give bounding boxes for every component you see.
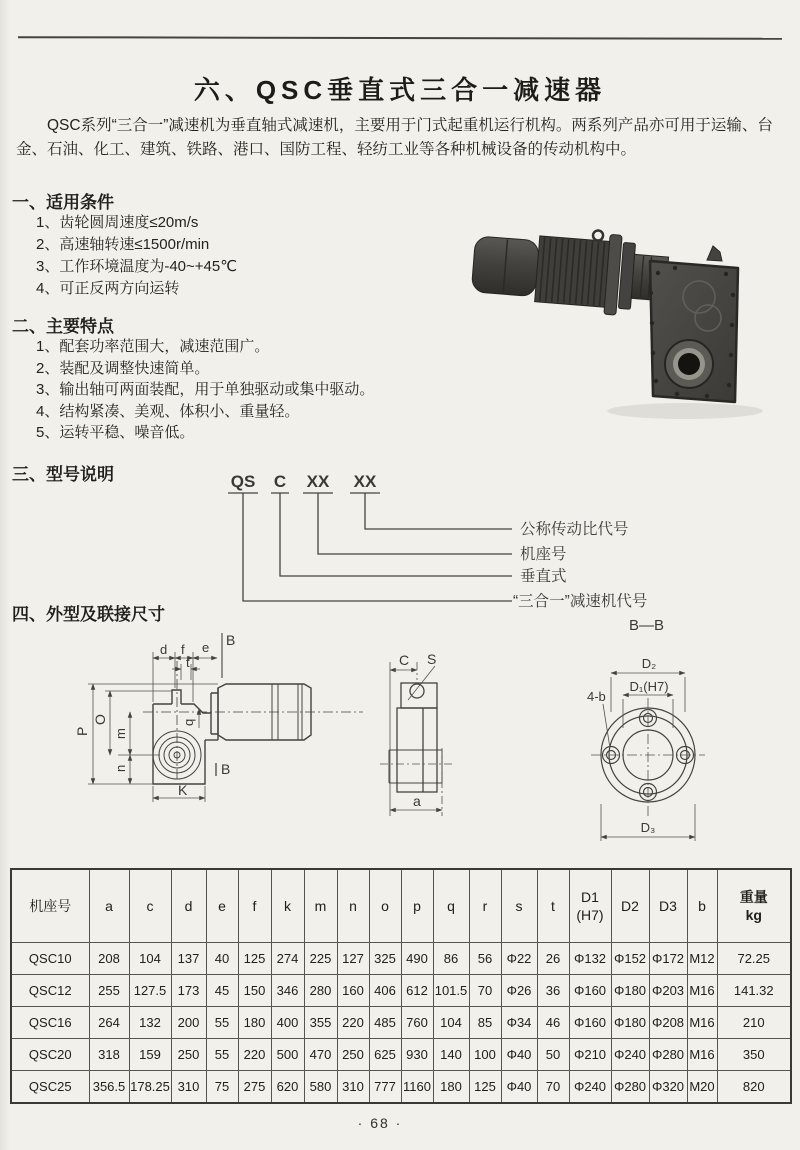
code-label: “三合一”减速机代号 <box>513 593 648 610</box>
table-cell: 777 <box>369 1071 401 1104</box>
list-item: 3、输出轴可两面装配，用于单独驱动或集中驱动。 <box>36 381 375 398</box>
section-mark-b-bottom: B <box>221 761 231 777</box>
row-header: QSC12 <box>11 975 89 1007</box>
dim-label-d1: D₁(H7) <box>629 679 669 694</box>
list-item: 4、结构紧凑、美观、体积小、重量轻。 <box>36 402 300 420</box>
dim-label-d3: D₃ <box>640 820 656 835</box>
table-cell: Φ40 <box>501 1039 537 1071</box>
dimension-lines <box>88 633 222 802</box>
column-header: s <box>501 869 537 943</box>
column-header: m <box>304 869 337 943</box>
table-cell: 490 <box>401 943 433 975</box>
table-cell: Φ132 <box>569 943 611 975</box>
dim-label-s: S <box>427 651 437 667</box>
table-cell: 760 <box>401 1007 433 1039</box>
table-cell: 612 <box>401 975 433 1007</box>
table-cell: 356.5 <box>89 1071 129 1104</box>
table-cell: 104 <box>433 1007 469 1039</box>
table-cell: 406 <box>369 975 401 1007</box>
table-cell: 210 <box>717 1007 791 1039</box>
table-cell: Φ240 <box>611 1039 649 1071</box>
table-cell: 220 <box>238 1039 271 1071</box>
table-row <box>11 975 791 1007</box>
outline-drawing-front <box>372 648 492 828</box>
table-cell: 55 <box>206 1039 238 1071</box>
table-cell: Φ180 <box>611 975 649 1007</box>
table-cell: Φ280 <box>611 1071 649 1104</box>
dim-label-4b: 4-b <box>587 689 606 704</box>
page-title: 六、QSC垂直式三合一减速器 <box>193 75 607 105</box>
table-cell: 820 <box>717 1071 791 1104</box>
table-cell: 580 <box>304 1071 337 1104</box>
dimensions-table <box>10 868 792 1104</box>
table-cell: 400 <box>271 1007 304 1039</box>
column-header: r <box>469 869 501 943</box>
table-cell: 55 <box>206 1007 238 1039</box>
table-cell: 36 <box>537 975 569 1007</box>
column-header: c <box>129 869 171 943</box>
table-cell: 470 <box>304 1039 337 1071</box>
table-row <box>11 943 791 975</box>
table-cell: 180 <box>433 1071 469 1104</box>
table-cell: 280 <box>304 975 337 1007</box>
list-item: 5、运转平稳、噪音低。 <box>36 424 195 441</box>
table-cell: 500 <box>271 1039 304 1071</box>
table-cell: 220 <box>337 1007 369 1039</box>
section-heading-dimensions: 四、外型及联接尺寸 <box>12 605 165 624</box>
table-cell: 160 <box>337 975 369 1007</box>
table-cell: 625 <box>369 1039 401 1071</box>
column-header: f <box>238 869 271 943</box>
table-cell: M16 <box>687 1039 717 1071</box>
table-cell: Φ160 <box>569 975 611 1007</box>
housing-lug <box>707 246 722 261</box>
table-cell: 101.5 <box>433 975 469 1007</box>
dim-label-n: n <box>113 764 128 772</box>
photo-shadow <box>607 403 763 419</box>
table-cell: Φ40 <box>501 1071 537 1104</box>
table-cell: Φ34 <box>501 1007 537 1039</box>
column-header: t <box>537 869 569 943</box>
table-cell: 56 <box>469 943 501 975</box>
dim-label-p: P <box>74 726 90 736</box>
table-cell: 225 <box>304 943 337 975</box>
table-cell: Φ208 <box>649 1007 687 1039</box>
scan-artifact-line <box>18 36 782 40</box>
column-header: o <box>369 869 401 943</box>
table-cell: 485 <box>369 1007 401 1039</box>
table-cell: Φ160 <box>569 1007 611 1039</box>
table-cell: 173 <box>171 975 206 1007</box>
table-cell: 346 <box>271 975 304 1007</box>
table-cell: 264 <box>89 1007 129 1039</box>
table-cell: 355 <box>304 1007 337 1039</box>
table-cell: 127.5 <box>129 975 171 1007</box>
row-header: QSC25 <box>11 1071 89 1104</box>
intro-paragraph: QSC系列“三合一”减速机为垂直轴式减速机，主要用于门式起重机运行机构。两系列产品亦可用于运输、台金、石油、化工、建筑、铁路、港口、国防工程、轻纺工业等各种机械设备的传动机构中。 <box>16 117 773 158</box>
section-mark-b-top: B <box>226 632 236 648</box>
table-cell: Φ240 <box>569 1071 611 1104</box>
code-part: XX <box>306 472 330 491</box>
table-cell: 75 <box>206 1071 238 1104</box>
table-cell: Φ210 <box>569 1039 611 1071</box>
section-title-bb: B—B <box>629 617 665 634</box>
table-cell: 325 <box>369 943 401 975</box>
table-cell: 250 <box>337 1039 369 1071</box>
list-item: 4、可正反两方向运转 <box>36 280 180 297</box>
table-cell: 274 <box>271 943 304 975</box>
table-cell: 255 <box>89 975 129 1007</box>
table-row <box>11 1071 791 1104</box>
table-cell: 45 <box>206 975 238 1007</box>
table-cell: 178.25 <box>129 1071 171 1104</box>
column-header: n <box>337 869 369 943</box>
column-header: 机座号 <box>11 869 89 943</box>
table-cell: 40 <box>206 943 238 975</box>
lifting-eye <box>593 230 604 241</box>
column-header: k <box>271 869 304 943</box>
table-cell: Φ320 <box>649 1071 687 1104</box>
table-cell: M16 <box>687 1007 717 1039</box>
list-item: 2、高速轴转速≤1500r/min <box>36 236 210 253</box>
column-header: p <box>401 869 433 943</box>
table-cell: 140 <box>433 1039 469 1071</box>
column-header: D1 (H7) <box>569 869 611 943</box>
table-cell: M16 <box>687 975 717 1007</box>
dim-label-d2: D₂ <box>641 656 657 671</box>
code-part: QS <box>230 472 256 491</box>
table-cell: Φ152 <box>611 943 649 975</box>
table-cell: 137 <box>171 943 206 975</box>
column-header: 重量 kg <box>717 869 791 943</box>
conditions-list <box>36 212 237 300</box>
column-header: e <box>206 869 238 943</box>
dim-label-q: q <box>181 718 196 726</box>
dim-label-d: d <box>160 642 168 657</box>
column-header: q <box>433 869 469 943</box>
table-cell: 930 <box>401 1039 433 1071</box>
table-cell: 125 <box>469 1071 501 1104</box>
table-row <box>11 1007 791 1039</box>
list-item: 2、装配及调整快速简单。 <box>36 359 210 377</box>
list-item: 3、工作环境温度为-40~+45℃ <box>36 258 238 275</box>
table-cell: 46 <box>537 1007 569 1039</box>
table-cell: Φ26 <box>501 975 537 1007</box>
section-heading-model: 三、型号说明 <box>12 465 114 484</box>
table-cell: 310 <box>337 1071 369 1104</box>
page-number: · 68 · <box>357 1115 403 1131</box>
section-heading-features: 二、主要特点 <box>12 317 114 336</box>
column-header: a <box>89 869 129 943</box>
column-header: D2 <box>611 869 649 943</box>
column-header: b <box>687 869 717 943</box>
table-cell: 200 <box>171 1007 206 1039</box>
table-cell: 85 <box>469 1007 501 1039</box>
list-item: 1、齿轮圆周速度≤20m/s <box>36 214 199 231</box>
table-cell: Φ203 <box>649 975 687 1007</box>
table-cell: 1160 <box>401 1071 433 1104</box>
table-cell: 180 <box>238 1007 271 1039</box>
table-cell: 275 <box>238 1071 271 1104</box>
code-label: 机座号 <box>520 546 567 563</box>
dim-label-m: m <box>113 728 128 739</box>
dim-label-k: K <box>178 782 188 798</box>
dim-label-o: O <box>92 714 108 725</box>
table-cell: Φ22 <box>501 943 537 975</box>
table-cell: 70 <box>537 1071 569 1104</box>
model-code-diagram <box>215 465 800 615</box>
column-header: d <box>171 869 206 943</box>
dim-label-c: C <box>399 652 410 668</box>
table-cell: M20 <box>687 1071 717 1104</box>
table-header-row <box>11 869 791 943</box>
table-cell: 26 <box>537 943 569 975</box>
table-cell: 208 <box>89 943 129 975</box>
output-bore <box>678 353 700 375</box>
dim-label-a: a <box>413 793 421 809</box>
table-cell: 150 <box>238 975 271 1007</box>
list-item: 1、配套功率范围大，减速范围广。 <box>36 338 270 355</box>
outline-drawing-bb-section <box>585 612 800 850</box>
table-cell: 50 <box>537 1039 569 1071</box>
table-cell: 250 <box>171 1039 206 1071</box>
table-cell: 350 <box>717 1039 791 1071</box>
table-cell: 86 <box>433 943 469 975</box>
code-label: 垂直式 <box>520 568 567 585</box>
section-heading-conditions: 一、适用条件 <box>12 193 114 212</box>
dim-label-f: f <box>181 642 185 657</box>
code-label: 公称传动比代号 <box>520 521 629 538</box>
dim-label-e: e <box>202 640 210 655</box>
table-cell: 620 <box>271 1071 304 1104</box>
table-cell: 104 <box>129 943 171 975</box>
features-list <box>36 336 374 444</box>
table-cell: Φ280 <box>649 1039 687 1071</box>
table-cell: 159 <box>129 1039 171 1071</box>
code-part: C <box>273 472 287 491</box>
outline-drawing-side <box>68 618 378 868</box>
table-cell: 100 <box>469 1039 501 1071</box>
table-cell: Φ180 <box>611 1007 649 1039</box>
table-cell: M12 <box>687 943 717 975</box>
row-header: QSC20 <box>11 1039 89 1071</box>
product-photo <box>445 213 795 443</box>
table-cell: 70 <box>469 975 501 1007</box>
table-cell: 318 <box>89 1039 129 1071</box>
table-cell: 127 <box>337 943 369 975</box>
dim-label-t: t <box>186 655 190 670</box>
table-cell: 72.25 <box>717 943 791 975</box>
table-cell: 125 <box>238 943 271 975</box>
code-part: XX <box>353 472 377 491</box>
table-cell: 310 <box>171 1071 206 1104</box>
table-cell: Φ172 <box>649 943 687 975</box>
table-cell: 141.32 <box>717 975 791 1007</box>
column-header: D3 <box>649 869 687 943</box>
table-row <box>11 1039 791 1071</box>
table-cell: 132 <box>129 1007 171 1039</box>
row-header: QSC16 <box>11 1007 89 1039</box>
row-header: QSC10 <box>11 943 89 975</box>
